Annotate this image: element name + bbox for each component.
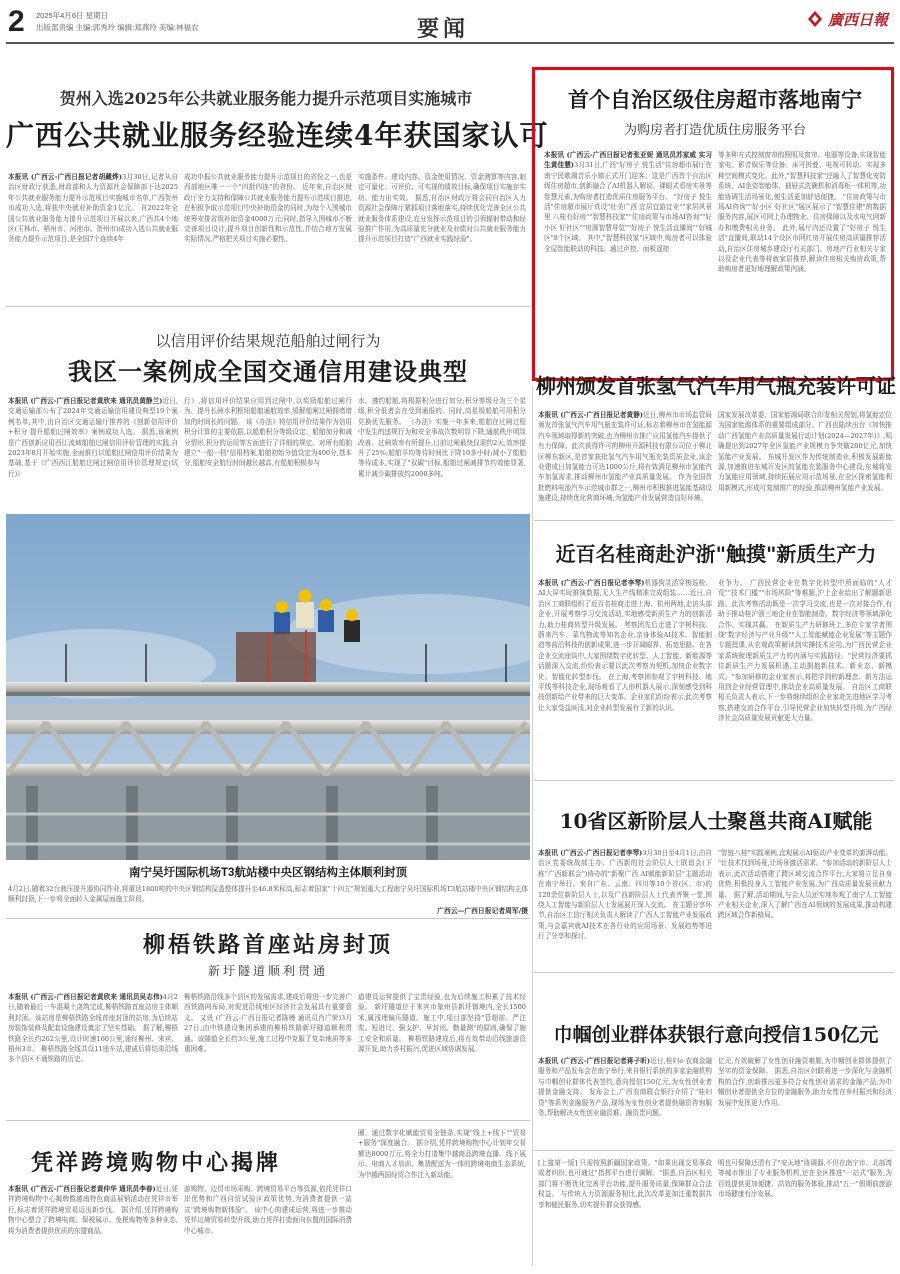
article8-col1: 本报讯 (广西云-广西日报记者蒋子昕)近日,桂妇e·农商金融服务和产品发布会在南宁举行,来自银行系统的多家金融机构与巾帼创业群体代表签约,意向授信150亿元,为女性创业者提供金融支持。 发布会上,广西农商联合银行介绍了"桂妇贷"等系列金融服务产品,现场为女性创业者提供融资咨询服务,帮助解决女性创业融资难、融资贵问题。: [538, 1057, 712, 1118]
article3-byline: 本报讯 (广西云-广西日报记者黄欣来 通讯员黄静兰): [8, 397, 163, 405]
construction-photo: [6, 514, 530, 860]
article9-col2: 游购物、边贸市场采购、跨境贸易平台等资源,依托凭祥口岸优势和广西自贸试验区政策优势,为消费者提供一站式"跨境购物新体验"。 该中心的建成运营,将进一步推动凭祥边境贸易转型升级,助力凭祥打造面向东盟的国际消费中心城市。: [184, 1185, 352, 1235]
article6-title: 10省区新阶层人士聚邕共商AI赋能: [559, 809, 873, 833]
page-number: 2: [8, 5, 25, 38]
article2-byline: 本报讯 (广西云-广西日报记者张亚妮 通讯员苏家威 实习生黄佳慧): [544, 151, 712, 170]
article4-col1: 本报讯 (广西云-广西日报记者黄静)近日,柳州市市场监管局颁发首张氢气汽车用气瓶充装许可证,标志着柳州市在氢能源汽车领域取得新的突破,也为柳州市推广应用氢能汽车提供了有力保障。此次获得许可的柳州开源科技有限公司位于柳北区柳东新区,是首家获批氢气汽车用气瓶充装资质企业,该企业建成日加氢能力可达1000公斤,将有效满足柳州市氢能汽车加氢需求,推动柳州市氢能产业高质量发展。 作为全国首批燃料电池汽车示范城市群之一,柳州市积极推进氢能基础设施建设,持续优化营商环境,为氢能产业发展营造良好环境。: [538, 411, 712, 503]
date-line: 2025年4月6日 星期日: [36, 11, 109, 20]
divider: [534, 520, 894, 521]
article1-byline: 本报讯 (广西云-广西日报记者胡藏烨): [8, 173, 123, 181]
article6-col1: 本报讯 (广西云-广西日报记者李琴)3月30日至4月1日,由自治区党委统战部主办、广西新的社会阶层人士联谊会(下称"广西新联会")协办的"新聚广西 AI赋能新阶层"主题活动在南宁举行。来自广东、云南、四川等10个省(区、市)的120余位新阶层人士,以及广西新阶层人士代表齐聚一堂,围绕人工智能与新阶层人士发展展开深入交流。 在主题分享环节,自治区工信厅相关负责人解读了广西人工智能产业发展政策,与会嘉宾就AI技术在各行业的应用场景、发展趋势等进行了分享和探讨。: [538, 849, 712, 941]
article2-col2: 等多种方式控制窗帘的照明及窗帘、电器等设备,实现智能家电、影音娱乐等设备。床可折叠、电视可转动、实现多种空间模式变化。此外,"智慧科技家"还融入了智慧化安防系统、AI坐姿智能体、抽屉式洗碗机和消毒柜一体机等,功能协调生活场景化,便生活更加舒适便捷。 "住房政策与市场AI咨询""好小区 好社区"展区展示了"智慧住建"的数据服务内容,展区可网上办理物业、住房保障以及水电气网新办和缴费相关业务。 此外,展厅内还设置了"好房子 悦生活"直播间,联动14个设区市网红房开展住房高质量推荐活动,自治区住房城乡建设厅有关部门、房地产行业相关专家以及企业代表等将就家居推荐,解读住房相关购房政策,帮助购房者更好地理解政策内涵。: [718, 151, 886, 274]
newspaper-name: 廣西日報: [828, 11, 889, 29]
article9-col4: [上接第一版] 只需按照新疆国家政策。"如果出现交易事故或者纠纷,也可通过"指挥平台进行调解。"据悉,自治区相关部门将不断优化完善平台功能,提升服务质量,保障群众合法权益。 与传统人力资源服务相比,此次改革更加注重数据共享和便民服务,切实提升群众获得感。: [538, 1159, 712, 1209]
photo-caption-title: 南宁吴圩国际机场T3航站楼中央区钢结构主体顺利封顶: [129, 867, 407, 879]
article2-title: 首个自治区级住房超市落地南宁: [568, 87, 862, 112]
article4-col2: 国家发展改革委、国家能源局联合印发相关规划,将氢能定位为国家能源体系的重要组成部分。广西也陆续出台《加快推动广西氢能产业高质量发展行动计划(2024—2027年)》,明确提出到2027年全区氢能产业规模力争突破200亿元,加快氢能产业发展。 东城开发区作为传统制造业,积极发展新能源,加速推进东城开发区的氢能充装服务中心建设,东城将发力氢能应用领域,持续拓展应用示范场景,在全区探索氢能利用新模式,形成可复制推广的经验,推动柳州氢能产业发展。: [718, 411, 892, 492]
article3-col1: 本报讯 (广西云-广西日报记者黄欣来 通讯员黄静兰)近日,交通运输部公布了2024年交通运输信用建设典型19个案例名单,其中,由自治区交通运输厅推荐的《创新信用评价+积分 提升船舶过闸效率》案例成功入选。 据悉,该案例是广西创新应用西江流域船舶过闸信用评价管理的实践,自2023年8月开始实施,全面推行以船舶过闸信用评价结果为基础,基于《广西西江船舶过闸过闸信用评价管理规定(试行)》: [8, 397, 178, 478]
divider: [6, 306, 530, 307]
newspaper-logo-icon: [806, 10, 824, 28]
article4-byline: 本报讯 (广西云-广西日报记者黄静): [538, 411, 644, 419]
article9-col3: 圈、通过数字化赋能贸易全链条,实现"线上+线下""贸易+服务"深度融合。 据介绍,凭祥跨境购物中心计划年交易额达8000万元,将全力打造集中越商品跨境直播、线下展示、电商人才培训、集货配送为一体的跨境电商生态系统,为中越两国经贸合作注入新动能。: [358, 1129, 526, 1179]
article8-title: 巾帼创业群体获银行意向授信150亿元: [553, 1024, 879, 1046]
article7-subtitle: 新圩隧道顺利贯通: [207, 964, 328, 978]
article1-title: 广西公共就业服务经验连续4年获国家认可: [6, 119, 549, 152]
article3-col3: 水、遵约船舶,将根据积分进行加分;积分等级分为三个星级,积分低者会在受到通报的。同时,高星级船舶可用积分兑换优先服务。 《办法》实施一年多来,船舶在过闸过程中发生的违规行为和安全事故次数明显下降,通航秩序明显改善。过闸效率有所提升,目前过闸最快仅需约2天,效率提升了25%;船舶平均等待时间比下降10多小时;减小了船舶等待成本,实现了"双碳"目标,船舶过闸减排节约效能显著,累计减少碳排放约2000多吨。: [358, 397, 526, 478]
article7-col2: 柳梧铁路沿线多个县区的发展需求,建成后将进一步完善广西铁路网布局,对促进沿线地区经济社会发展具有重要意义。 又讯 (广西云-广西日报记者陈嫚 通讯员肖广荣)3月27日,由中铁建设集团承建的柳梧铁路新圩隧道顺利贯通。该隧道全长约3公里,施工过程中克服了复杂地质等多重困难。: [184, 993, 352, 1054]
article2-subtitle: 为购房者打造优质住房服务平台: [623, 123, 806, 138]
photo-credit: 广西云—广西日报记者周军/摄: [437, 907, 528, 915]
article3-col2: 行》,将信用评价结果应用到过闸中,以奖励船舶过闸行为、提升长洲水利枢纽船舶通航效率,缓解船闸过闸拥堵增加的时间长的问题。 该《办法》将信用评价结果作为信用积分计算的主要依据,以船舶积分等级设定、船舶加分和减分情形,积分的运用等方面进行了详细的规定。对所有船舶建立"一船一档"信用档案,船舶初始分值设定为400分,基本分,船舶安全航行时间越长越高,有船舶积极参与: [184, 397, 352, 468]
section-title: 要闻: [417, 16, 470, 42]
article9-byline: 本报讯 (广西云-广西日报记者黄仲华 通讯员李春): [8, 1185, 156, 1193]
photo-caption-body: 4月2日,随着32台液压提升器协同作业,将重达1800吨的中央区钢结构屋盖整体提升至46.8米标高,标志着国家"十四五"规划重大工程南宁吴圩国际机场T3航站楼中央区钢结构主体顺利封顶,下一步将全面转入金属屋面施工阶段。: [8, 885, 528, 904]
article7-col3: 道建设运营提供了宝贵经验,也为后续施工积累了技术经验。 新圩隧道位于来宾市象州县新圩镇境内,全长1500米,属浅埋偏压隧道。施工中,项目部坚持"管超前、严注浆、短进尺、强支护、早封闭、勤量测"的原则,确保了施工安全和质量。 柳梧铁路建成后,将有效带动沿线旅游资源开发,助力乡村振兴,促进区域协调发展。: [358, 993, 526, 1054]
divider: [534, 780, 894, 781]
divider: [534, 972, 894, 973]
article1-col2: 成功申报公共就业服务能力提升示范项目的省份之一,也是西部地区唯一一个"四批四连"的省份。 近年来,自治区财政厅全力支持和保障公共就业服务能力提升示范项目推进,在积极争取示范项目中央补助资金的同时,为每个入围城市统筹安排省级补助资金4000万元;同时,指导入围城市不断完善项目设计,提升项目创新性和示范性,并结合地方发展实际情况,严格把关项目实施必要性、: [184, 173, 352, 244]
article9-col5: 明也可保障还清有了"安天地"协调器,不但在南宁市、北部湾等城市推出了专业服务机构,还在全区推进"一站式"服务,为百姓提供更加便捷、高效的服务体验,推动"五一"假期前旅游市场健康有序发展。: [718, 1159, 892, 1199]
divider: [6, 1120, 530, 1121]
article5-col2: 业争力。 广西民营企业在数字化转型中所面临的"人才荒""技术门槛""市场风险"等难题,沪上企业给出了解题新思路。此次考察活动既是一次学习交流,也是一次对接合作,有助于推动桂沪浙三地企业在智能制造、数字经济等领域深化合作、实现共赢。 在新质生产力研修班上,多位专家学者围绕"数字经济与产业升级""人工智能赋能企业发展"等主题作专题授课,从宏观政策解读到实操技术应用,为广西民营企业家系统梳理新质生产力的内涵与实践路径。"民营经济要抓住新质生产力发展机遇,主动拥抱新技术、新业态、新模式。"参加研修的企业家表示,将把学到的新理念、新方法运用到企业经营管理中,推动企业高质量发展。 自治区工商联相关负责人表示,下一步将继续组织企业家赴先进地区学习考察,搭建交流合作平台,引导民营企业加快转型升级,为广西经济社会高质量发展贡献更大力量。: [718, 579, 892, 723]
divider: [6, 918, 530, 919]
article9-title: 凭祥跨境购物中心揭牌: [30, 1150, 281, 1176]
article7-col1: 本报讯 (广西云-广西日报记者黄欣来 通讯员吴志伟)4月2日,随着最后一车混凝土浇筑完成,柳梧铁路首座站房主体顺利封顶。该站房是柳梧铁路全线首座封顶的站房,为后续站房装饰装修及配套设施建设奠定了坚实基础。 据了解,柳梧铁路全长约262公里,设计时速160公里,途经柳州、来宾、梧州3市。 柳梧铁路全线共设11座车站,建成后将结束沿线多个县区不通铁路的历史。: [8, 993, 178, 1064]
article1-kicker: 贺州入选2025年公共就业服务能力提升示范项目实施城市: [59, 89, 473, 108]
article3-title: 我区一案例成全国交通信用建设典型: [68, 357, 468, 386]
article4-title: 柳州颁发首张氢气汽车用气瓶充装许可证: [536, 374, 896, 398]
divider: [534, 1150, 894, 1151]
article8-col2: 亿元,有效破解了女性创业融资难题,为巾帼创业群体提供了坚实的资金保障。 据悉,自治区妇联将进一步深化与金融机构的合作,创新推出更多符合女性创业需求的金融产品,为巾帼创业者提供全方位的金融服务,助力女性在乡村振兴和经济发展中发挥更大作用。: [718, 1057, 892, 1107]
article7-title: 柳梧铁路首座站房封顶: [142, 932, 393, 958]
article6-byline: 本报讯 (广西云-广西日报记者李琴): [538, 849, 643, 857]
article8-byline: 本报讯 (广西云-广西日报记者蒋子昕): [538, 1057, 651, 1065]
article1-col3: 实施条件、建设内容、资金使用情况、资金测算等内容,制定可量化、可评价、可实现的绩效目标,确保项目实施存实功、能力出实效。 据悉,自治区财政厅将会同自治区人力资源社会保障厅紧抓项目落地落实,持续优化完善全区公共就业服务体系建设,充分发挥示范项目的引领辐射带动和经验推广作用,为高质量充分就业及业绩对公共就业服务能力提升示范项目打造"广西就业实践经验"。: [358, 173, 526, 244]
article6-col2: "智链八桂"实践案例,直观展示AI驱动产业变革的澎湃动能。 "让技术找到场景,让场景激活需求。"参加活动的新阶层人士表示,此次活动搭建了跨区域交流合作平台,大家将立足自身优势,积极投身人工智能产业发展,为广西高质量发展贡献力量。 据了解,活动期间,与会人员还实地参观了南宁人工智能产业相关企业,深入了解广西在AI领域的发展成果,推动构建跨区域合作新格局。: [718, 849, 892, 920]
article3-kicker: 以信用评价结果规范船舶过闸行为: [155, 332, 381, 350]
article9-col1: 本报讯 (广西云-广西日报记者黄仲华 通讯员李春)近日,凭祥跨境购物中心揭牌暨越南特色商品展销活动在凭祥市举行,标志着凭祥跨境贸易迈出新步伐。 据介绍,凭祥跨境购物中心整合了跨境电商、保税展示、免税购物等多种业态,将为消费者提供优质的东盟商品。: [8, 1185, 178, 1235]
article2-col1: 本报讯 (广西云-广西日报记者张亚妮 通讯员苏家威 实习生黄佳慧)3月31日,广西"好房子 悦生活"住房超市展厅在南宁民歌湖音乐小镇正式开门迎客。这是广西首个自治区级住房超市,创新融合了AI机器人解说、裸眼式看房实景等智慧元素,为购房者打造优质住房服务平台。 "好房子 悦生活"住房超市展厅真设"壮美广西 宜居宜游宜业""家居风景里 八桂有好房""智慧科技家""住房政策与市场AI咨询""好小区 好社区""房源智慧导览""好房子 悦生活直播间""好城区"8个区域。 其中,"智慧科技家"区域中,购房者可以体验全屋智能联动的科技。通过声控、面板遥控: [544, 151, 712, 253]
article5-col1: 本报讯 (广西云-广西日报记者李琴)机器狗灵活穿梭巡检、AI大屏实时推演数据,无人生产线精准完成组装……近日,自治区工商联组织了近百名桂商走进上海、杭州两地,走访头部企业,开展考察学习交流活动,实地感受新质生产力的创新活力,助力桂商转型升级发展。 考察团先后走进了宇树科技、蔚来汽车、菜鸟物流等知名企业,亲身体验AI技术、智能制造等前沿科技的创新成果,进一步开阔眼界、拓宽思路。在各企业交流座谈中,大家围绕数字化转型、人工智能、新能源等话题深入交流,纷纷表示要以此次考察为契机,加快企业数字化、智能化转型步伐。 在上海,考察团参观了宇树科技、地平线等科技企业,现场观看了人形机器人展示,深刻感受到科技创新给产业带来的巨大变革。企业家们纷纷表示,此次考察让大家受益匪浅,对企业转型发展有了新的认识。: [538, 579, 712, 712]
article1-col1: 本报讯 (广西云-广西日报记者胡藏烨)3月30日,记者从自治区财政厅获悉,财政部和人力资源社会保障部下达2025年公共就业服务能力提升示范项目实施城市名单,广西贺州市成功入选,将获中央就业补助资金1亿元。 自2022年全国公共就业服务能力提升示范项目开展以来,广西共4个地区(玉林市、梧州市、河池市、贺州市)成功入选公共就业服务能力提升示范项目,是全国7个连续4年: [8, 173, 178, 244]
masthead-rule: [6, 42, 894, 44]
editors-line: 出版部责编 主编:郭秀玲 编辑:郑燕玲 美编:林福农: [36, 23, 199, 32]
article7-byline: 本报讯 (广西云-广西日报记者黄欣来 通讯员吴志伟): [8, 993, 163, 1001]
column-divider: [532, 386, 533, 1266]
article5-title: 近百名桂商赴沪浙"触摸"新质生产力: [555, 542, 877, 566]
article5-byline: 本报讯 (广西云-广西日报记者李琴): [538, 579, 645, 587]
